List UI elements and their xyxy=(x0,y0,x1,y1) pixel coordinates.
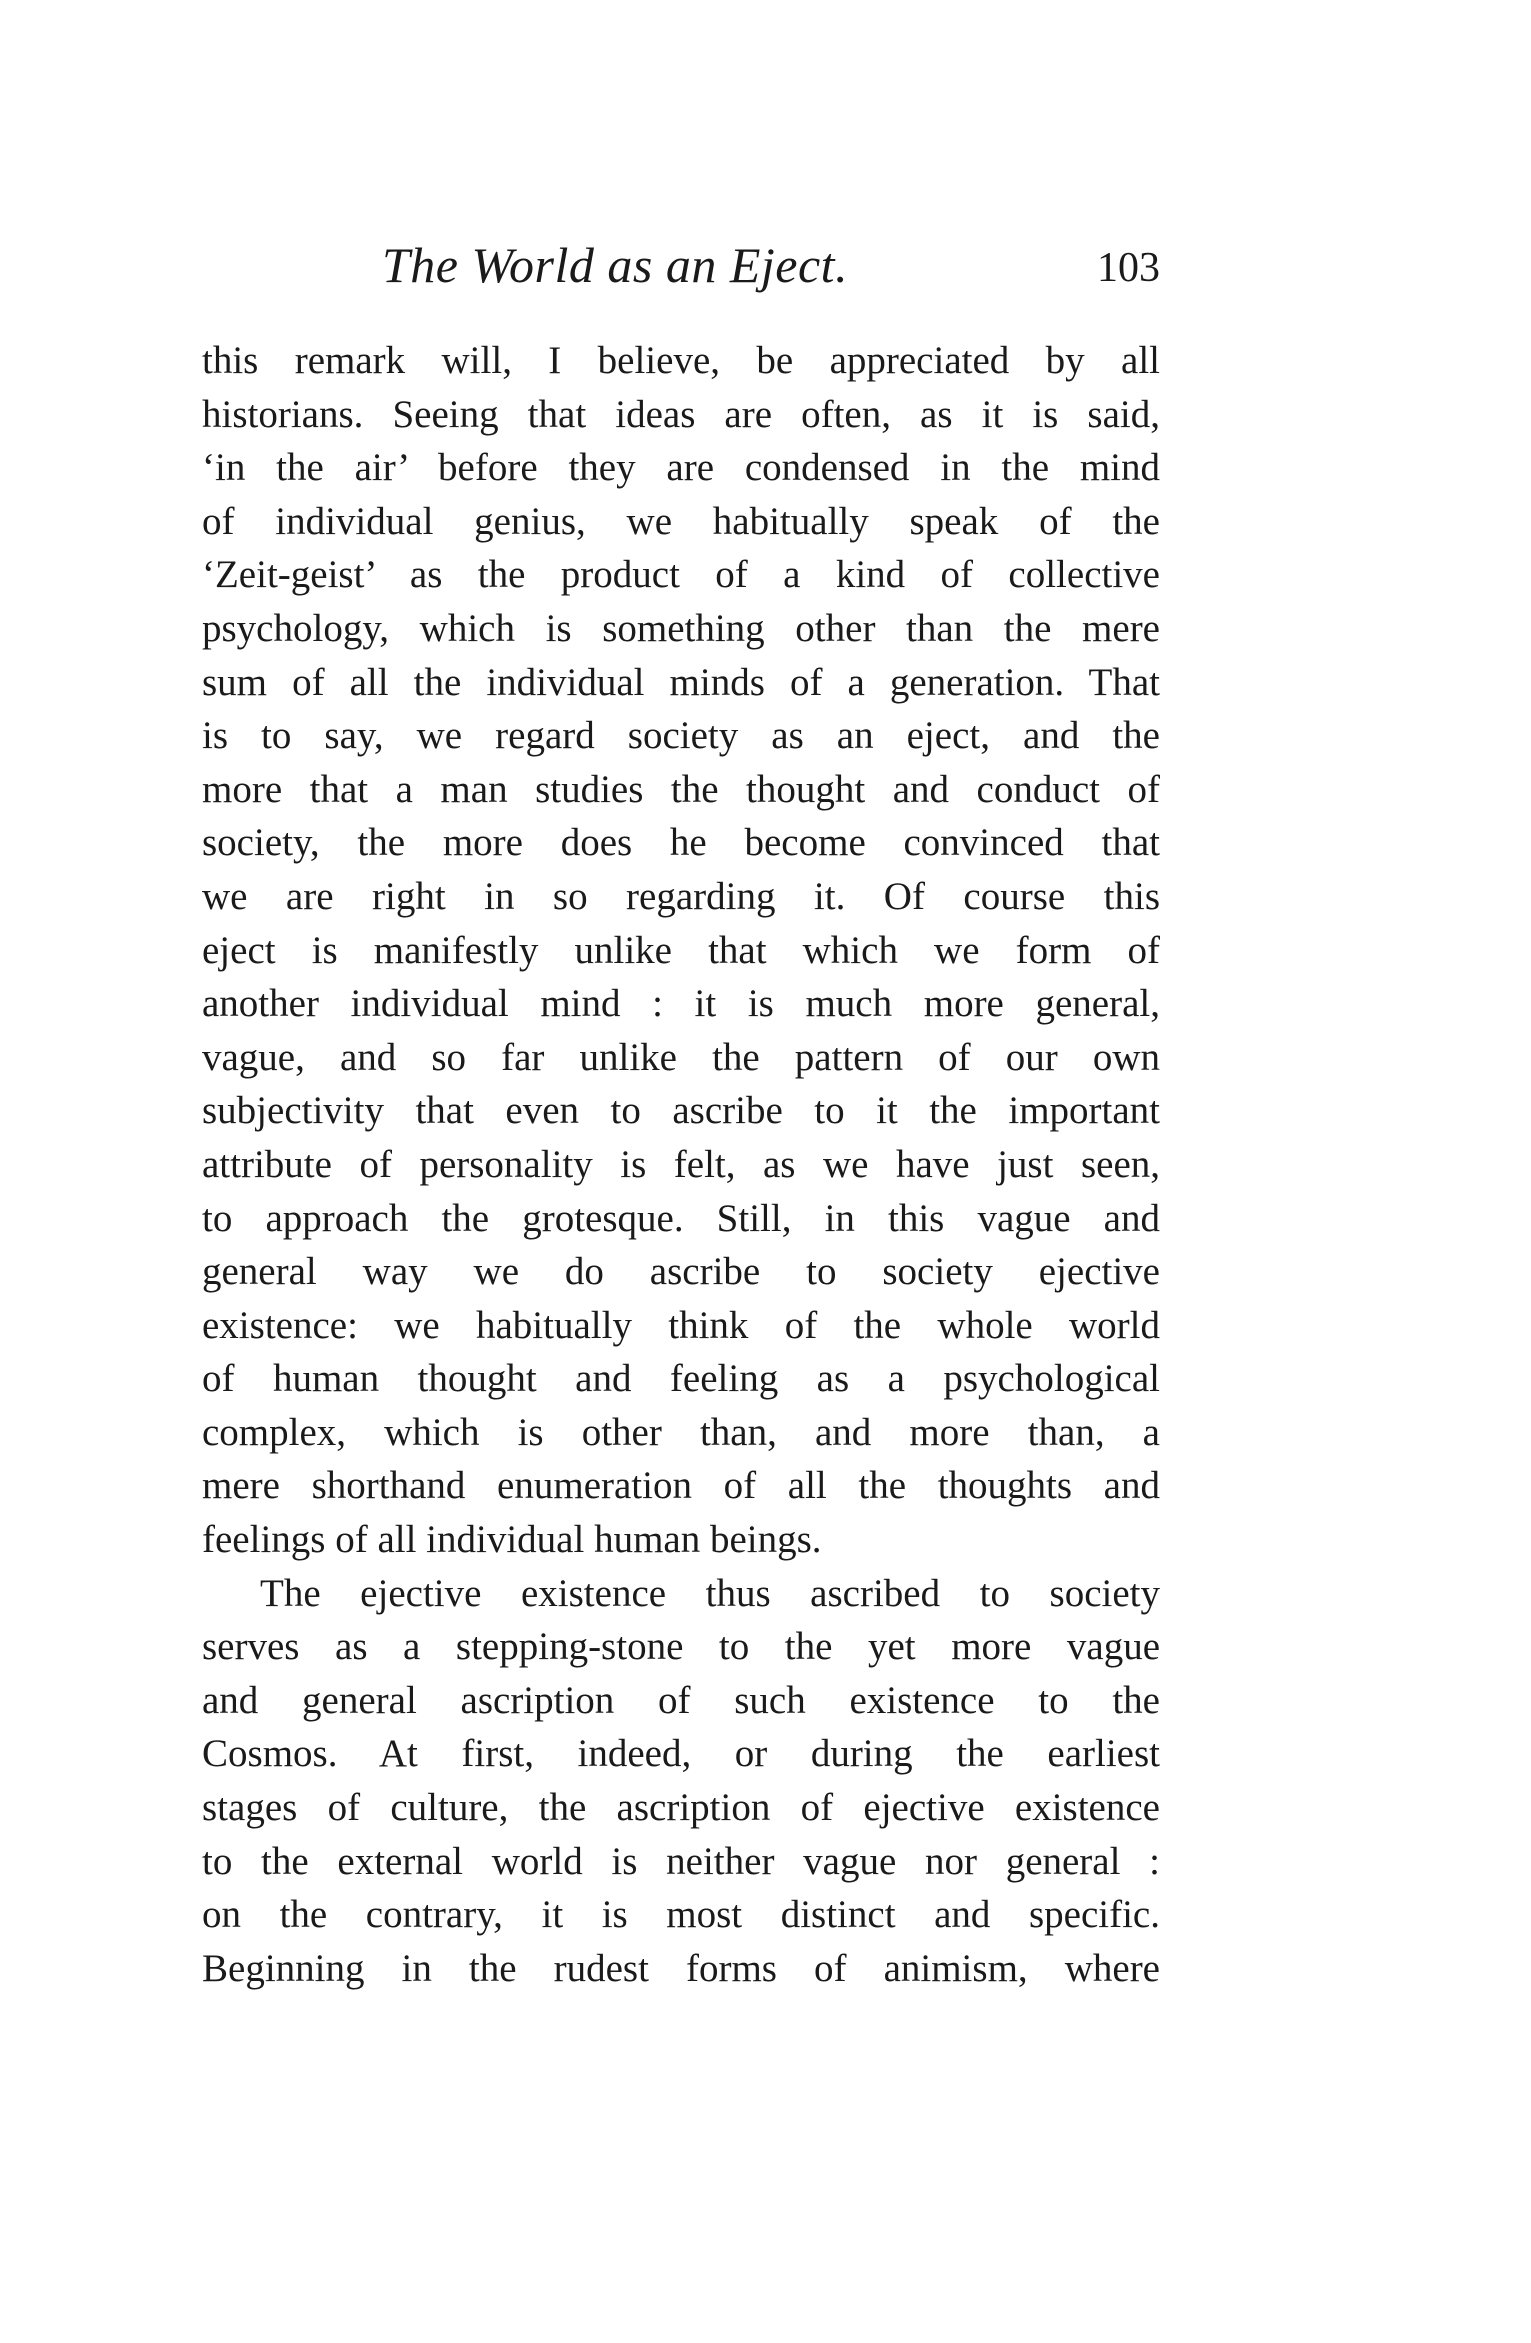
text-line xyxy=(202,1727,1160,1781)
text-line-content: ‘in the air’ before they are condensed in the mind xyxy=(202,446,1160,490)
text-line xyxy=(202,1835,1160,1889)
text-line-content: stages of culture, the ascription of ejective existence xyxy=(202,1786,1160,1830)
text-line-content: ‘Zeit-geist’ as the product of a kind of collective xyxy=(202,553,1160,597)
text-line xyxy=(202,495,1160,549)
text-line-content: is to say, we regard society as an eject, and the xyxy=(202,714,1160,758)
text-line xyxy=(202,1620,1160,1674)
text-line-content: general way we do ascribe to society ejective xyxy=(202,1250,1160,1294)
text-line-content: existence: we habitually think of the whole world xyxy=(202,1303,1160,1347)
text-line xyxy=(202,602,1160,656)
text-line-content: of individual genius, we habitually speak of the xyxy=(202,499,1160,543)
running-title: The World as an Eject. xyxy=(382,237,849,293)
text-line xyxy=(202,1299,1160,1353)
text-line xyxy=(202,1352,1160,1406)
text-line xyxy=(202,1192,1160,1246)
text-line xyxy=(202,1459,1160,1513)
text-line xyxy=(202,1138,1160,1192)
text-line xyxy=(202,1781,1160,1835)
paragraph xyxy=(202,1567,1160,1996)
text-line-content: more that a man studies the thought and conduct of xyxy=(202,767,1160,811)
paragraph xyxy=(202,334,1160,1567)
text-line-content: society, the more does he become convinced that xyxy=(202,821,1160,865)
text-line-content: sum of all the individual minds of a generation. That xyxy=(202,660,1160,704)
text-line xyxy=(202,388,1160,442)
text-line xyxy=(202,1674,1160,1728)
text-line-content: vague, and so far unlike the pattern of our own xyxy=(202,1035,1160,1079)
text-line-content: on the contrary, it is most distinct and specific. xyxy=(202,1893,1160,1937)
text-line xyxy=(202,1245,1160,1299)
text-line xyxy=(202,548,1160,602)
text-line xyxy=(202,1888,1160,1942)
text-line xyxy=(202,870,1160,924)
text-line-content: to approach the grotesque. Still, in this vague and xyxy=(202,1196,1160,1240)
text-line-content: subjectivity that even to ascribe to it the important xyxy=(202,1089,1160,1133)
text-line-content: psychology, which is something other than the mere xyxy=(202,606,1160,650)
text-line xyxy=(202,1406,1160,1460)
text-line-content: Cosmos. At first, indeed, or during the earliest xyxy=(202,1732,1160,1776)
page-body xyxy=(202,334,1160,1995)
text-line-content: to the external world is neither vague nor general : xyxy=(202,1839,1160,1883)
running-header xyxy=(202,236,1160,296)
text-line xyxy=(202,1513,1160,1567)
text-line xyxy=(202,977,1160,1031)
text-line xyxy=(202,709,1160,763)
text-line xyxy=(202,656,1160,710)
page-number: 103 xyxy=(1097,245,1160,291)
text-line-content: The ejective existence thus ascribed to society xyxy=(260,1571,1160,1615)
text-line xyxy=(202,441,1160,495)
text-line-content: another individual mind : it is much more general, xyxy=(202,982,1160,1026)
text-line-content: Beginning in the rudest forms of animism, where xyxy=(202,1946,1160,1990)
text-line-content: feelings of all individual human beings. xyxy=(202,1518,822,1562)
text-line xyxy=(202,763,1160,817)
text-line xyxy=(202,1567,1160,1621)
text-line-content: mere shorthand enumeration of all the thoughts and xyxy=(202,1464,1160,1508)
text-line-content: attribute of personality is felt, as we have just seen, xyxy=(202,1142,1160,1186)
text-line xyxy=(202,1084,1160,1138)
text-line xyxy=(202,924,1160,978)
text-line-content: historians. Seeing that ideas are often, as it is said, xyxy=(202,392,1160,436)
text-line xyxy=(202,1031,1160,1085)
text-line-content: of human thought and feeling as a psychological xyxy=(202,1357,1160,1401)
text-line xyxy=(202,816,1160,870)
text-line-content: and general ascription of such existence to the xyxy=(202,1678,1160,1722)
text-line-content: complex, which is other than, and more than, a xyxy=(202,1410,1160,1454)
text-line-content: eject is manifestly unlike that which we form of xyxy=(202,928,1160,972)
text-line-content: we are right in so regarding it. Of course this xyxy=(202,874,1160,918)
text-line-content: serves as a stepping-stone to the yet more vague xyxy=(202,1625,1160,1669)
text-line-content: this remark will, I believe, be appreciated by all xyxy=(202,339,1160,382)
text-line xyxy=(202,1942,1160,1996)
text-line xyxy=(202,334,1160,388)
